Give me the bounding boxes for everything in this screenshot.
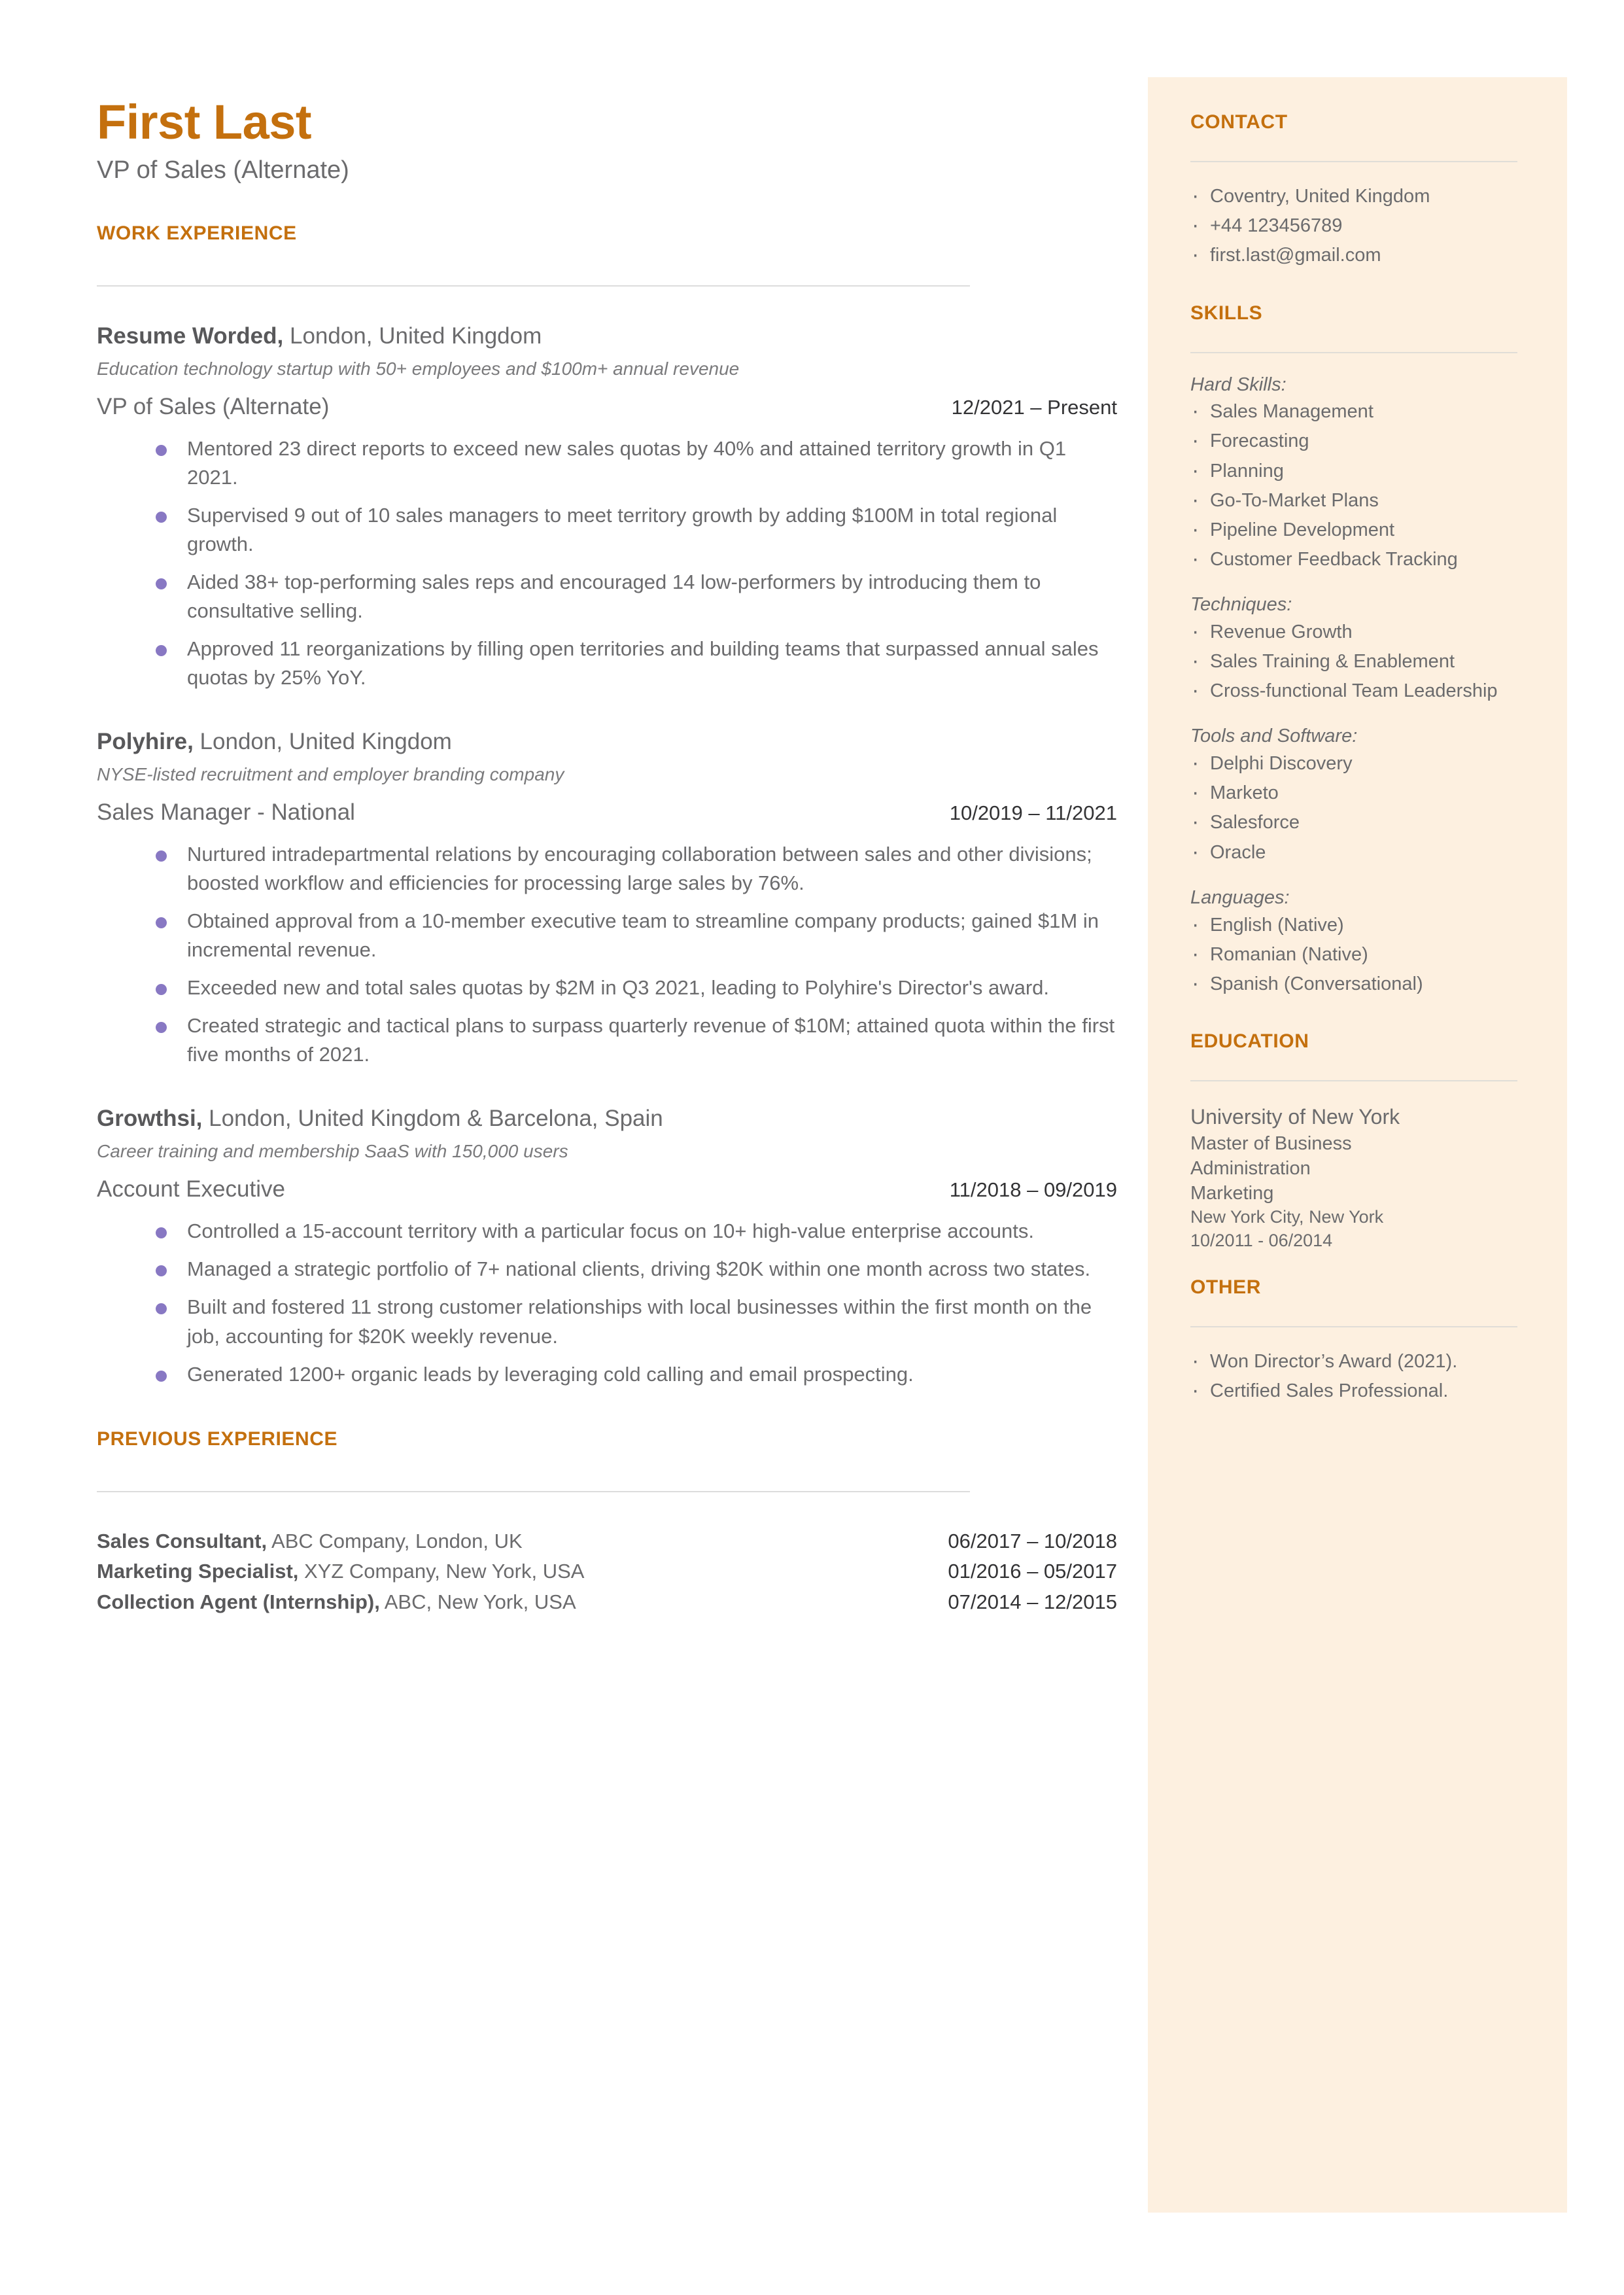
job-bullet: Supervised 9 out of 10 sales managers to meet territory growth by adding $100M in total regional growth. (152, 501, 1117, 559)
skill-item: · Romanian (Native) (1190, 941, 1530, 968)
job-company-line (97, 1104, 1117, 1133)
main-column (97, 95, 1117, 1617)
sidebar-divider (1190, 1326, 1517, 1327)
section-heading-skills: SKILLS (1190, 302, 1263, 324)
contact-item-email[interactable]: · first.last@gmail.com (1190, 242, 1530, 269)
section-divider (97, 285, 970, 287)
section-heading-contact: CONTACT (1190, 111, 1288, 133)
job-bullet: Nurtured intradepartmental relations by encouraging collaboration between sales and other divisions; boosted workflow and efficiencies for processing large sales by 76%. (152, 840, 1117, 898)
skill-group-techniques (1190, 593, 1530, 705)
job-bullet: Aided 38+ top-performing sales reps and encouraged 14 low-performers by introducing them to consultative selling. (152, 568, 1117, 625)
section-heading-education: EDUCATION (1190, 1030, 1309, 1053)
job-title-row (97, 799, 1117, 826)
job-bullet: Generated 1200+ organic leads by leveraging cold calling and email prospecting. (152, 1360, 1117, 1389)
previous-role-text (97, 1526, 523, 1557)
job-bullet: Mentored 23 direct reports to exceed new sales quotas by 40% and attained territory growth in Q1 2021. (152, 434, 1117, 492)
job-company-line (97, 727, 1117, 756)
job-title: VP of Sales (Alternate) (97, 393, 330, 419)
job-bullet: Exceeded new and total sales quotas by $2M in Q3 2021, leading to Polyhire's Director's award. (152, 973, 1117, 1002)
job-bullet-list (97, 840, 1117, 1069)
job-bullet: Managed a strategic portfolio of 7+ national clients, driving $20K within one month across two states. (152, 1255, 1117, 1284)
job-bullet: Obtained approval from a 10-member executive team to streamline company products; gained $1M in incremental revenue. (152, 907, 1117, 964)
contact-item-phone: · +44 123456789 (1190, 213, 1530, 239)
previous-experience-row (97, 1526, 1117, 1557)
education-degree-line-2: Administration (1190, 1157, 1311, 1179)
previous-role-dates: 01/2016 – 05/2017 (948, 1560, 1117, 1583)
job-company-name: Polyhire, (97, 729, 194, 755)
education-dates: 10/2011 - 06/2014 (1190, 1231, 1333, 1251)
job-title-row (97, 1176, 1117, 1202)
skill-group-label: Techniques: (1190, 594, 1292, 616)
job-title-row (97, 394, 1117, 420)
job-company-description: NYSE-listed recruitment and employer branding company (97, 763, 564, 784)
education-school: University of New York (1190, 1105, 1400, 1129)
contact-item-location: · Coventry, United Kingdom (1190, 183, 1530, 210)
job-dates: 11/2018 – 09/2019 (949, 1178, 1117, 1202)
skill-item-list (1190, 750, 1530, 866)
skill-item: · Spanish (Conversational) (1190, 971, 1530, 998)
education-location: New York City, New York (1190, 1207, 1384, 1227)
skill-item: · Pipeline Development (1190, 517, 1530, 544)
job-company-description: Education technology startup with 50+ employees and $100m+ annual revenue (97, 358, 740, 379)
other-list (1190, 1348, 1530, 1405)
job-bullet: Controlled a 15-account territory with a particular focus on 10+ high-value enterprise accounts. (152, 1217, 1117, 1246)
previous-role-detail: ABC Company, London, UK (267, 1529, 523, 1552)
skill-item: · Planning (1190, 458, 1530, 485)
previous-role-title: Marketing Specialist, (97, 1560, 299, 1583)
section-heading-other: OTHER (1190, 1276, 1261, 1298)
previous-experience-list (97, 1526, 1117, 1618)
job-company-name: Resume Worded, (97, 323, 284, 349)
education-field: Marketing (1190, 1183, 1274, 1204)
job-entry (97, 1104, 1117, 1388)
candidate-name: First Last (97, 95, 312, 149)
skill-group-languages (1190, 886, 1530, 998)
job-company-location: London, United Kingdom (283, 323, 542, 349)
education-degree-line-1: Master of Business (1190, 1132, 1352, 1154)
skill-item: · Sales Training & Enablement (1190, 648, 1530, 675)
job-bullet: Created strategic and tactical plans to surpass quarterly revenue of $10M; attained quota within the first five months of 2021. (152, 1011, 1117, 1069)
section-heading-work-experience: WORK EXPERIENCE (97, 222, 297, 244)
other-item: · Certified Sales Professional. (1190, 1378, 1530, 1405)
previous-experience-row (97, 1587, 1117, 1618)
previous-role-text (97, 1556, 584, 1587)
section-heading-previous-experience: PREVIOUS EXPERIENCE (97, 1428, 338, 1450)
skill-group-label: Languages: (1190, 886, 1290, 908)
job-bullet-list (97, 434, 1117, 692)
sidebar-divider (1190, 161, 1517, 162)
skill-group-label: Hard Skills: (1190, 374, 1287, 395)
job-company-location: London, United Kingdom & Barcelona, Spain (202, 1106, 663, 1132)
previous-role-dates: 06/2017 – 10/2018 (948, 1529, 1117, 1552)
skill-group-tools-and-software (1190, 724, 1530, 866)
skill-item: · Sales Management (1190, 398, 1530, 425)
skill-item: · Forecasting (1190, 428, 1530, 455)
candidate-headline: VP of Sales (Alternate) (97, 156, 349, 184)
previous-role-dates: 07/2014 – 12/2015 (948, 1590, 1117, 1613)
skill-item: · Cross-functional Team Leadership (1190, 678, 1530, 705)
job-dates: 12/2021 – Present (951, 395, 1117, 419)
section-divider (97, 1491, 970, 1492)
skill-item: · Go-To-Market Plans (1190, 487, 1530, 514)
spacer (97, 1398, 1117, 1428)
previous-role-title: Sales Consultant, (97, 1529, 268, 1552)
spacer (1190, 1000, 1530, 1030)
skill-item-list (1190, 619, 1530, 705)
previous-role-detail: XYZ Company, New York, USA (298, 1560, 585, 1583)
job-company-line (97, 322, 1117, 351)
spacer (1190, 1253, 1530, 1276)
skill-item: · English (Native) (1190, 912, 1530, 939)
previous-role-detail: ABC, New York, USA (379, 1590, 576, 1613)
previous-experience-row (97, 1556, 1117, 1587)
job-title: Sales Manager - National (97, 799, 355, 826)
job-bullet: Built and fostered 11 strong customer relationships with local businesses within the first month on the job, accounting for $20K weekly revenue. (152, 1293, 1117, 1350)
education-entry (1190, 1104, 1530, 1253)
previous-role-text (97, 1587, 576, 1618)
other-item: · Won Director’s Award (2021). (1190, 1348, 1530, 1375)
job-dates: 10/2019 – 11/2021 (949, 801, 1117, 825)
skill-item-list (1190, 398, 1530, 573)
job-bullet: Approved 11 reorganizations by filling open territories and building teams that surpassed annual sales quotas by 25% YoY. (152, 635, 1117, 692)
job-company-location: London, United Kingdom (193, 729, 452, 755)
sidebar-column (1190, 111, 1530, 1407)
skill-item: · Salesforce (1190, 809, 1530, 836)
sidebar-divider (1190, 1080, 1517, 1081)
previous-role-title: Collection Agent (Internship), (97, 1590, 380, 1613)
skill-item: · Delphi Discovery (1190, 750, 1530, 777)
skill-item: · Customer Feedback Tracking (1190, 546, 1530, 573)
job-company-name: Growthsi, (97, 1106, 203, 1132)
skill-item: · Oracle (1190, 839, 1530, 866)
skill-item: · Marketo (1190, 780, 1530, 807)
contact-list (1190, 183, 1530, 270)
skill-group-label: Tools and Software: (1190, 726, 1358, 747)
job-bullet-list (97, 1217, 1117, 1388)
sidebar-divider (1190, 352, 1517, 353)
skill-item: · Revenue Growth (1190, 619, 1530, 646)
spacer (1190, 272, 1530, 302)
job-title: Account Executive (97, 1176, 285, 1202)
job-company-description: Career training and membership SaaS with 150,000 users (97, 1141, 568, 1162)
skill-group-hard-skills (1190, 373, 1530, 574)
job-entry (97, 727, 1117, 1069)
job-entry (97, 322, 1117, 692)
skill-item-list (1190, 912, 1530, 998)
